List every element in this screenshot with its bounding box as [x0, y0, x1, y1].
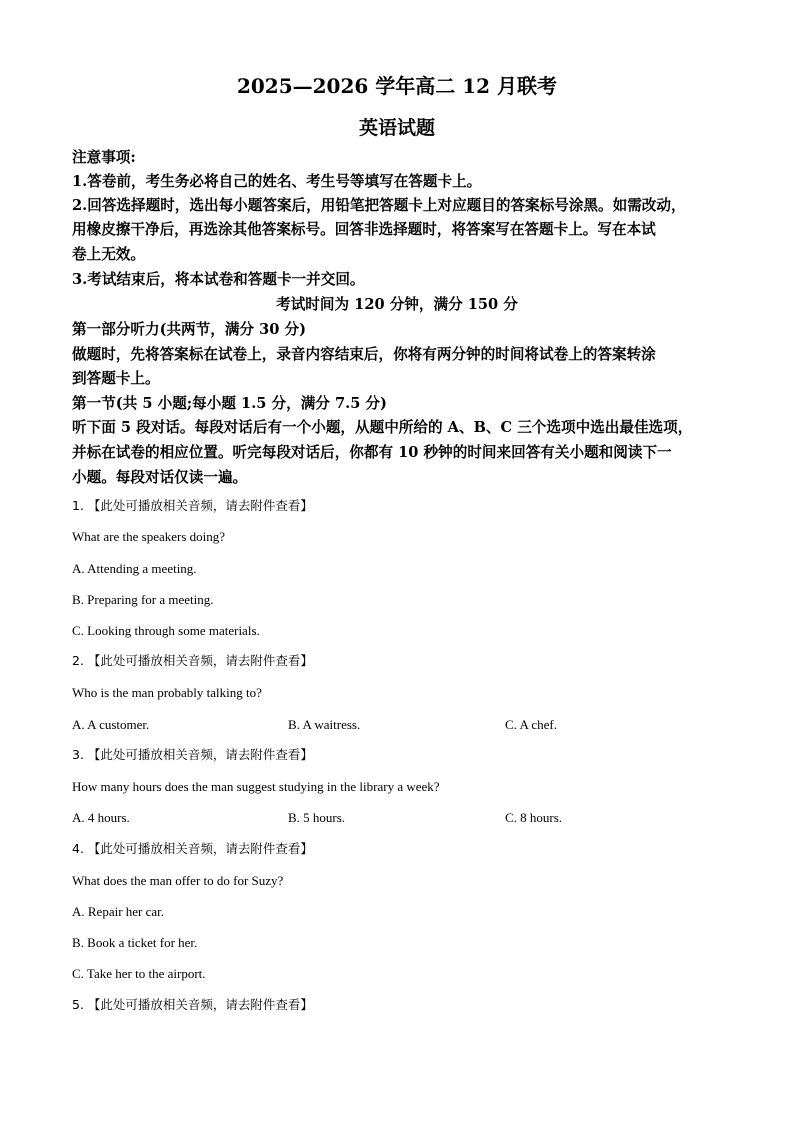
q3-option-c: C. 8 hours.: [505, 810, 563, 825]
q1-option-c: C. Looking through some materials.: [72, 623, 260, 638]
q4-audio-link[interactable]: 4. 【此处可播放相关音频，请去附件查看】: [72, 841, 313, 856]
q4-option-a: A. Repair her car.: [72, 904, 165, 919]
part1-instruction-line-1: 做题时，先将答案标在试卷上，录音内容结束后，你将有两分钟的时间将试卷上的答案转涂: [72, 346, 656, 363]
exam-title: 2025—2026 学年高二 12 月联考: [236, 74, 558, 98]
q4-option-b: B. Book a ticket for her.: [72, 935, 198, 950]
section1-instruction-line-1: 听下面 5 段对话。每段对话后有一个小题，从题中所给的 A、B、C 三个选项中选出最佳选项，: [72, 419, 693, 436]
q3-option-b: B. 5 hours.: [288, 810, 346, 825]
q4-stem: What does the man offer to do for Suzy?: [72, 873, 284, 888]
q3-audio-link[interactable]: 3. 【此处可播放相关音频，请去附件查看】: [72, 747, 313, 762]
note-3: 3.考试结束后，将本试卷和答题卡一并交回。: [72, 271, 365, 288]
q1-audio-link[interactable]: 1. 【此处可播放相关音频，请去附件查看】: [72, 498, 313, 513]
note-2-line-1: 2.回答选择题时，选出每小题答案后，用铅笔把答题卡上对应题目的答案标号涂黑。如需改动，: [72, 197, 686, 214]
q2-stem: Who is the man probably talking to?: [72, 685, 262, 700]
part1-heading: 第一部分听力(共两节，满分 30 分): [72, 321, 306, 338]
part1-instruction-line-2: 到答题卡上。: [72, 370, 160, 387]
note-1: 1.答卷前，考生务必将自己的姓名、考生号等填写在答题卡上。: [72, 173, 482, 190]
exam-time: 考试时间为 120 分钟，满分 150 分: [276, 296, 518, 313]
q2-audio-link[interactable]: 2. 【此处可播放相关音频，请去附件查看】: [72, 653, 313, 668]
section1-instruction-line-2: 并标在试卷的相应位置。听完每段对话后，你都有 10 秒钟的时间来回答有关小题和阅读下一: [72, 444, 672, 461]
exam-subject: 英语试题: [358, 117, 435, 139]
q3-stem: How many hours does the man suggest studying in the library a week?: [72, 779, 440, 794]
q2-option-c: C. A chef.: [505, 717, 557, 732]
q5-audio-link[interactable]: 5. 【此处可播放相关音频，请去附件查看】: [72, 997, 313, 1012]
q3-option-a: A. 4 hours.: [72, 810, 130, 825]
note-2-line-2: 用橡皮擦干净后，再选涂其他答案标号。回答非选择题时，将答案写在答题卡上。写在本试: [72, 221, 656, 238]
q1-option-a: A. Attending a meeting.: [72, 561, 197, 576]
note-2-line-3: 卷上无效。: [72, 246, 145, 263]
q4-option-c: C. Take her to the airport.: [72, 966, 206, 981]
q2-option-b: B. A waitress.: [288, 717, 361, 732]
q1-option-b: B. Preparing for a meeting.: [72, 592, 214, 607]
section1-instruction-line-3: 小题。每段对话仅读一遍。: [72, 469, 248, 486]
section1-heading: 第一节(共 5 小题;每小题 1.5 分，满分 7.5 分): [72, 395, 387, 412]
notes-heading: 注意事项:: [72, 149, 136, 166]
q1-stem: What are the speakers doing?: [72, 529, 226, 544]
q2-option-a: A. A customer.: [72, 717, 150, 732]
